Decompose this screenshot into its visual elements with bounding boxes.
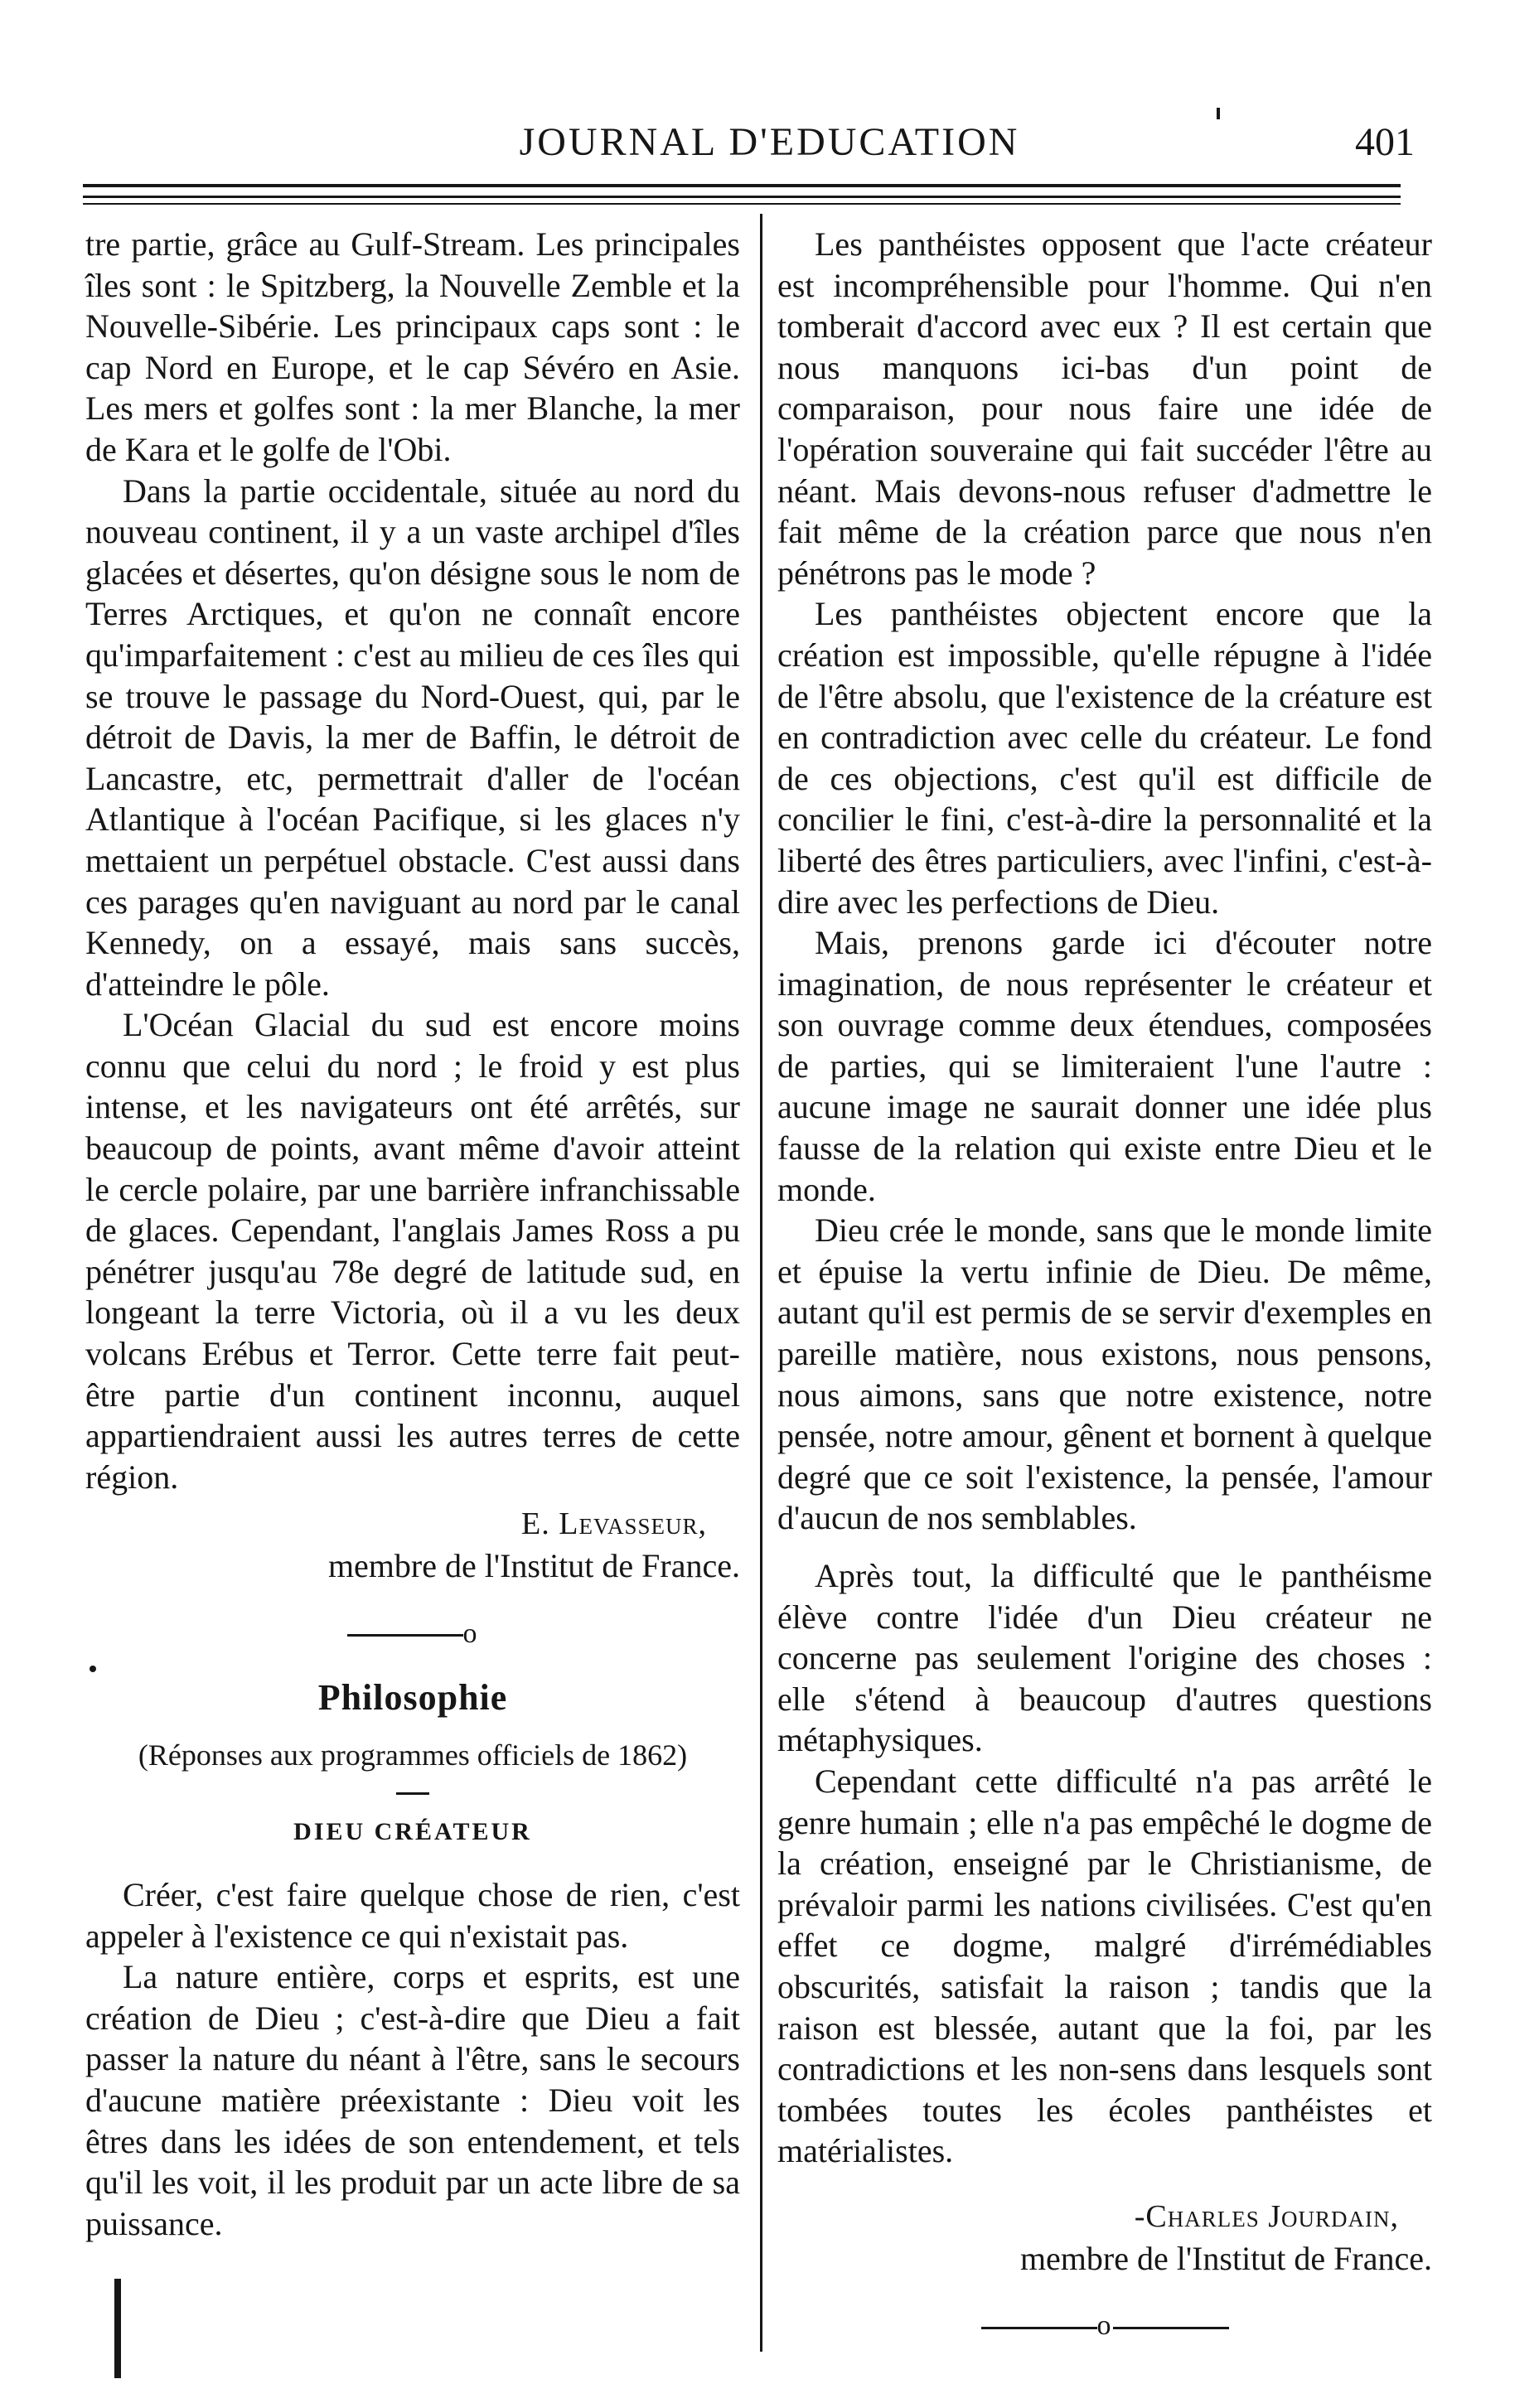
paragraph: Dans la partie occidentale, située au nord du nouveau continent, il y a un vaste archipel d'îles glacées et désertes, qu'on désigne sous le nom de Terres Arctiques, et qu'on ne connaît encore qu'imparfaitement : c'est au milieu de ces îles qui se trouve le passage du Nord-Ouest, qui, par le détroit de Davis, la mer de Baffin, le détroit de Lancastre, etc, permettrait d'aller de l'océan Atlantique à l'océan Pacifique, si les glaces n'y mettaient un perpétuel obstacle. C'est aussi dans ces parages qu'en naviguant au nord par le canal Kennedy, on a essayé, mais sans succès, d'atteindre le pôle.: [85, 471, 740, 1003]
author-signature: -Charles Jourdain,: [1134, 2198, 1399, 2234]
section-subtitle: (Réponses aux programmes officiels de 1862): [138, 1738, 688, 1772]
section-heading: Philosophie: [317, 1677, 508, 1719]
author-affiliation: membre de l'Institut de France.: [1019, 2239, 1432, 2277]
separator-line: [347, 1634, 463, 1637]
paragraph: Les panthéistes objectent encore que la création est impossible, qu'elle répugne à l'idée de l'être absolu, que l'existence de la créature est en contradiction avec celle du créateur. Le fond de ces objections, c'est qu'il est difficile de concilier le fini, c'est-à-dire la personnalité et la liberté des êtres particuliers, avec l'infini, c'est-à-dire avec les perfections de Dieu.: [777, 595, 1432, 921]
margin-bleed-mark: [114, 2279, 121, 2378]
paragraph: Créer, c'est faire quelque chose de rien, c'est appeler à l'existence ce qui n'existait pas.: [85, 1875, 740, 1955]
section-separator: [85, 1613, 740, 1655]
header-rule-middle: [83, 196, 1401, 198]
section-separator: [777, 2305, 1432, 2347]
paragraph: Mais, prenons garde ici d'écouter notre imagination, de nous représenter le créateur et son ouvrage comme deux étendues, composées de parties, qui se limiteraient l'une l'autre : aucune image ne saurait donner une idée plus fausse de la relation qui existe entre Dieu et le monde.: [777, 924, 1432, 1208]
author-signature: E. Levasseur,: [521, 1506, 707, 1542]
author-affiliation: membre de l'Institut de France.: [327, 1547, 740, 1584]
separator-mark: o: [462, 1617, 479, 1649]
paragraph: tre partie, grâce au Gulf-Stream. Les principales îles sont : le Spitzberg, la Nouvelle Zemble et la Nouvelle-Sibérie. Les principaux caps sont : le cap Nord en Europe, et le cap Sévéro en Asie. Les mers et golfes sont : la mer Blanche, la mer de Kara et le golfe de l'Obi.: [85, 225, 740, 468]
separator-line: [1113, 2327, 1229, 2329]
column-divider: [760, 214, 762, 2352]
header-rule-thin: [83, 203, 1401, 205]
paragraph: Dieu crée le monde, sans que le monde limite et épuise la vertu infinie de Dieu. De même, autant qu'il est permis de se servir d'exemples en pareille matière, nous existons, nous pensons, nous aimons, sans que notre existence, notre pensée, notre amour, gênent et bornent à quelque degré que ce soit l'existence, la pensée, l'amour d'aucun de nos semblables.: [777, 1211, 1432, 1537]
paragraph: La nature entière, corps et esprits, est une création de Dieu ; c'est-à-dire que Dieu a fait passer la nature du néant à l'être, sans le secours d'aucune matière préexistante : Dieu voit les êtres dans les idées de son entendement, et tels qu'il les voit, il les produit par un acte libre de sa puissance.: [85, 1958, 740, 2242]
short-rule: [396, 1792, 429, 1795]
article-title: DIEU CRÉATEUR: [293, 1818, 532, 1846]
print-mark: [1217, 108, 1220, 119]
paragraph: Cependant cette difficulté n'a pas arrêté le genre humain ; elle n'a pas empêché le dogme de la création, enseigné par le Christianisme, de prévaloir parmi les nations civilisées. C'est qu'en effet ce dogme, malgré d'irrémédiables obscurités, satisfait la raison ; tandis que la raison est blessée, autant que la foi, par les contradictions et les non-sens dans lesquels sont tombées toutes les écoles panthéistes et matérialistes.: [777, 1762, 1432, 2170]
print-speck: [90, 1666, 96, 1672]
left-column: [85, 224, 740, 2244]
right-column: [777, 224, 1432, 2370]
paragraph: Les panthéistes opposent que l'acte créateur est incompréhensible pour l'homme. Qui n'en tomberait d'accord avec eux ? Il est certain que nous manquons ici-bas d'un point de comparaison, pour nous faire une idée de l'opération souveraine qui fait succéder l'être au néant. Mais devons-nous refuser d'admettre le fait même de la création parce que nous n'en pénétrons pas le mode ?: [777, 225, 1432, 592]
running-header: JOURNAL D'EDUCATION: [519, 120, 1020, 164]
page-number: 401: [1355, 120, 1415, 164]
separator-mark: o: [1096, 2310, 1113, 2342]
header-rule-thick: [83, 184, 1401, 187]
paragraph: Après tout, la difficulté que le panthéisme élève contre l'idée d'un Dieu créateur ne concerne pas seulement l'origine des choses : elle s'étend à beaucoup d'autres questions métaphysiques.: [777, 1557, 1432, 1759]
paragraph: L'Océan Glacial du sud est encore moins connu que celui du nord ; le froid y est plus intense, et les navigateurs ont été arrêtés, sur beaucoup de points, avant même d'avoir atteint le cercle polaire, par une barrière infranchissable de glaces. Cependant, l'anglais James Ross a pu pénétrer jusqu'au 78e degré de latitude sud, en longeant la terre Victoria, où il a vu les deux volcans Erébus et Terror. Cette terre fait peut-être partie d'un continent inconnu, auquel appartiendraient aussi les autres terres de cette région.: [85, 1006, 740, 1496]
separator-line: [981, 2327, 1097, 2329]
